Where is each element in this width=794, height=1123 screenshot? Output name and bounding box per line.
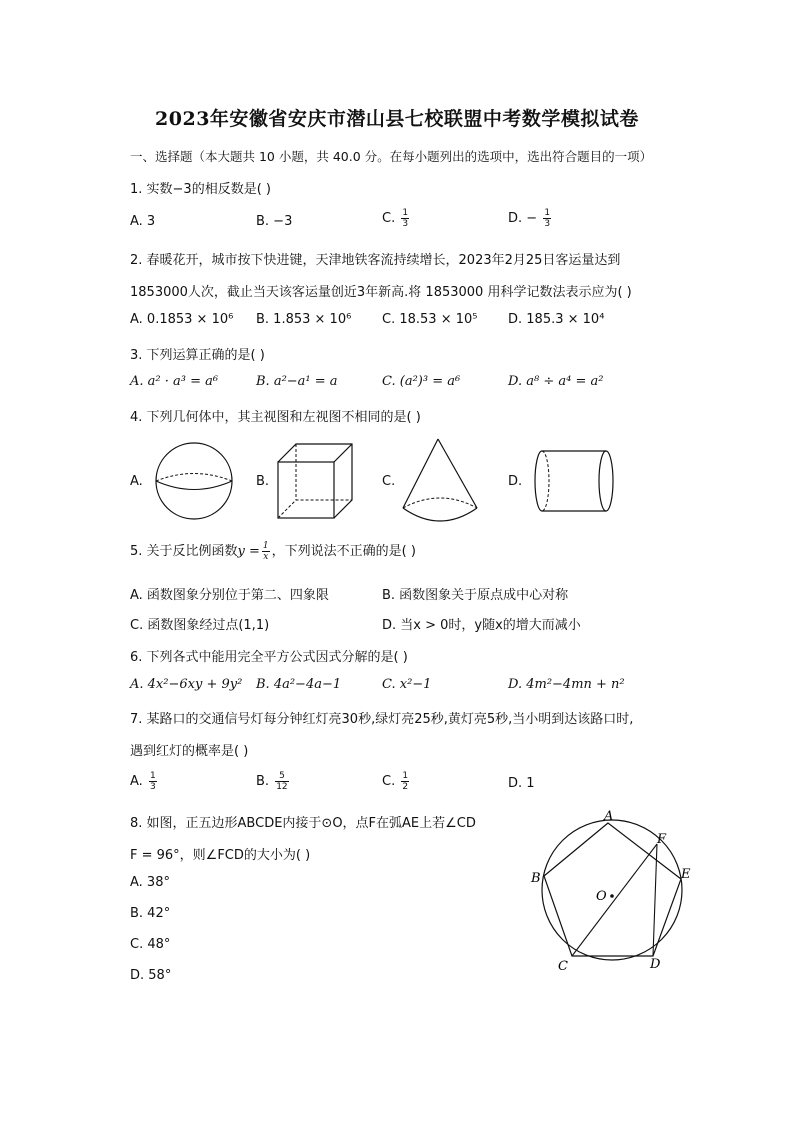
fraction-denominator: 3 [544, 219, 551, 229]
question-7-line-2: 遇到红灯的概率是( ) [130, 744, 249, 759]
q5-option-c: C. 函数图象经过点(1,1) [130, 618, 270, 633]
q5-function-fraction [262, 541, 270, 562]
q6-option-b: B. 4a²−4a−1 [256, 677, 342, 692]
question-6-stem: 6. 下列各式中能用完全平方公式因式分解的是( ) [130, 650, 408, 665]
q7-option-c-fraction [401, 771, 409, 792]
label-e: E [681, 867, 691, 882]
q8-option-b: B. 42° [130, 906, 171, 921]
sphere-figure [150, 440, 240, 522]
question-3-stem: 3. 下列运算正确的是( ) [130, 348, 265, 363]
q1-option-d-label: D. − [508, 211, 538, 226]
q7-option-c [382, 771, 411, 792]
q3-option-a: A. a² · a³ = a⁶ [130, 374, 219, 389]
q1-option-c-fraction [401, 208, 409, 229]
q1-option-a: A. 3 [130, 214, 156, 229]
fraction-denominator: x [263, 552, 269, 562]
q4-option-d: D. [508, 474, 523, 489]
question-5-stem [130, 540, 416, 562]
q5-option-b: B. 函数图象关于原点成中心对称 [382, 588, 569, 603]
question-2-line-1: 2. 春暖花开，城市按下快进键，天津地铁客流持续增长，2023年2月25日客运量达到 [130, 253, 621, 268]
q2-option-c: C. 18.53 × 10⁵ [382, 312, 478, 327]
q1-option-d [508, 208, 553, 229]
fraction-denominator: 3 [149, 782, 156, 792]
q3-option-c: C. (a²)³ = a⁶ [382, 374, 461, 389]
q5-function: y = [237, 544, 260, 559]
q5-option-d: D. 当x > 0时，y随x的增大而减小 [382, 618, 581, 633]
q7-option-a-label: A. [130, 774, 143, 789]
q1-option-b: B. −3 [256, 214, 293, 229]
q2-option-b: B. 1.853 × 10⁶ [256, 312, 352, 327]
q1-option-c [382, 208, 411, 229]
q7-option-a-fraction [149, 771, 157, 792]
q7-option-a [130, 771, 159, 792]
q4-option-c: C. [382, 474, 396, 489]
pentagon-circle-figure [520, 806, 700, 978]
label-b: B [531, 871, 541, 886]
question-1-stem: 1. 实数−3的相反数是( ) [130, 182, 271, 197]
q7-option-b [256, 771, 291, 792]
label-o: O [596, 889, 607, 904]
q5-stem-pre: 5. 关于反比例函数 [130, 544, 238, 559]
question-2-line-2: 1853000人次，截止当天该客运量创近3年新高.将 1853000 用科学记数法表示应为( ) [130, 285, 632, 300]
q7-option-b-label: B. [256, 774, 270, 789]
label-f: F [657, 832, 667, 847]
q7-option-c-label: C. [382, 774, 396, 789]
question-8-line-2: F = 96°，则∠FCD的大小为( ) [130, 848, 311, 863]
segment-cf [572, 844, 657, 956]
label-a: A [604, 809, 614, 824]
cone-figure [398, 436, 484, 526]
q1-option-d-fraction [543, 208, 551, 229]
q1-option-c-label: C. [382, 211, 396, 226]
cylinder-figure [528, 446, 616, 518]
q7-option-d: D. 1 [508, 776, 535, 791]
q5-option-a: A. 函数图象分别位于第二、四象限 [130, 588, 329, 603]
page-title: 2023年安徽省安庆市潜山县七校联盟中考数学模拟试卷 [155, 108, 639, 130]
section-heading: 一、选择题（本大题共 10 小题，共 40.0 分。在每小题列出的选项中，选出符合题目的一项） [130, 149, 653, 164]
fraction-denominator: 12 [276, 782, 288, 792]
fraction-denominator: 3 [402, 219, 409, 229]
q7-option-b-fraction [275, 771, 288, 792]
fraction-numerator: 1 [402, 771, 409, 781]
q6-option-a: A. 4x²−6xy + 9y² [130, 677, 243, 692]
fraction-numerator: 1 [149, 771, 156, 781]
q2-option-d: D. 185.3 × 10⁴ [508, 312, 605, 327]
question-7-line-1: 7. 某路口的交通信号灯每分钟红灯亮30秒,绿灯亮25秒,黄灯亮5秒,当小明到达该路口时, [130, 712, 634, 727]
q6-option-c: C. x²−1 [382, 677, 432, 692]
q4-option-a: A. [130, 474, 143, 489]
question-8-line-1: 8. 如图，正五边形ABCDE内接于⊙O，点F在弧AE上若∠CD [130, 816, 476, 831]
question-4-stem: 4. 下列几何体中，其主视图和左视图不相同的是( ) [130, 410, 421, 425]
fraction-denominator: 2 [402, 782, 409, 792]
q3-option-b: B. a²−a¹ = a [256, 374, 338, 389]
label-c: C [558, 959, 568, 974]
q8-option-d: D. 58° [130, 968, 172, 983]
label-d: D [650, 957, 661, 972]
cube-figure [272, 440, 362, 524]
fraction-numerator: 1 [544, 208, 551, 218]
q6-option-d: D. 4m²−4mn + n² [508, 677, 625, 692]
q3-option-d: D. a⁸ ÷ a⁴ = a² [508, 374, 604, 389]
q5-stem-post: ，下列说法不正确的是( ) [271, 544, 416, 559]
fraction-numerator: 1 [402, 208, 409, 218]
segment-df [653, 844, 657, 956]
q4-option-b: B. [256, 474, 270, 489]
q2-option-a: A. 0.1853 × 10⁶ [130, 312, 234, 327]
fraction-numerator: 1 [262, 541, 269, 551]
fraction-numerator: 5 [275, 771, 288, 782]
q8-option-c: C. 48° [130, 937, 171, 952]
q8-option-a: A. 38° [130, 875, 170, 890]
center-o-dot [610, 894, 614, 898]
